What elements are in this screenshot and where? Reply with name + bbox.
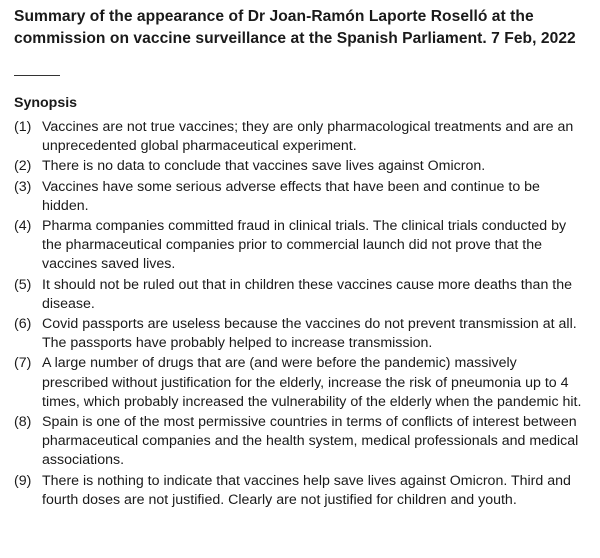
item-text: There is no data to conclude that vaccines save lives against Omicron.: [42, 158, 486, 175]
item-number: (8): [14, 414, 32, 431]
list-item: [14, 354, 586, 412]
item-number: (4): [14, 218, 32, 235]
item-text: Pharma companies committed fraud in clinical trials. The clinical trials conducted by the pharmaceutical companies prior to commercial launch did not prove that the vaccines saved lives.: [42, 218, 567, 273]
item-text: A large number of drugs that are (and were before the pandemic) massively prescribed without justification for the elderly, increase the risk of pneumonia up to 4 times, which probably increased the vulnerability of the elderly when the pandemic hit.: [42, 355, 582, 410]
document-title: Summary of the appearance of Dr Joan-Ramón Laporte Roselló at the commission on vaccine surveillance at the Spanish Parliament. 7 Feb, 2022: [14, 8, 576, 47]
title-divider: [14, 75, 60, 76]
list-item: [14, 178, 586, 216]
item-number: (7): [14, 355, 32, 372]
item-number: (1): [14, 119, 32, 135]
list-item: [14, 276, 586, 314]
item-text: Vaccines are not true vaccines; they are only pharmacological treatments and are an unprecedented global pharmaceutical experiment.: [42, 119, 574, 155]
item-text: There is nothing to indicate that vaccines help save lives against Omicron. Third and fourth doses are not justified. Clearly are not justified for children and youth.: [42, 472, 571, 508]
item-text: It should not be ruled out that in children these vaccines cause more deaths than the disease.: [42, 276, 573, 312]
item-number: (2): [14, 158, 32, 175]
item-text: Spain is one of the most permissive countries in terms of conflicts of interest between pharmaceutical companies and the health system, medical professionals and medical associations.: [42, 414, 579, 469]
item-text: Covid passports are useless because the vaccines do not prevent transmission at all. The passports have probably helped to increase transmission.: [42, 316, 577, 352]
list-item: [14, 217, 586, 275]
item-number: (3): [14, 178, 32, 195]
list-item: [14, 472, 586, 510]
item-number: (9): [14, 472, 32, 489]
synopsis-heading: Synopsis: [14, 95, 78, 111]
list-item: [14, 157, 586, 176]
item-number: (5): [14, 276, 32, 293]
list-item: [14, 315, 586, 353]
synopsis-list: [14, 118, 586, 510]
list-item: [14, 413, 586, 471]
item-text: Vaccines have some serious adverse effects that have been and continue to be hidden.: [42, 178, 540, 214]
item-number: (6): [14, 316, 32, 333]
list-item: [14, 118, 586, 156]
